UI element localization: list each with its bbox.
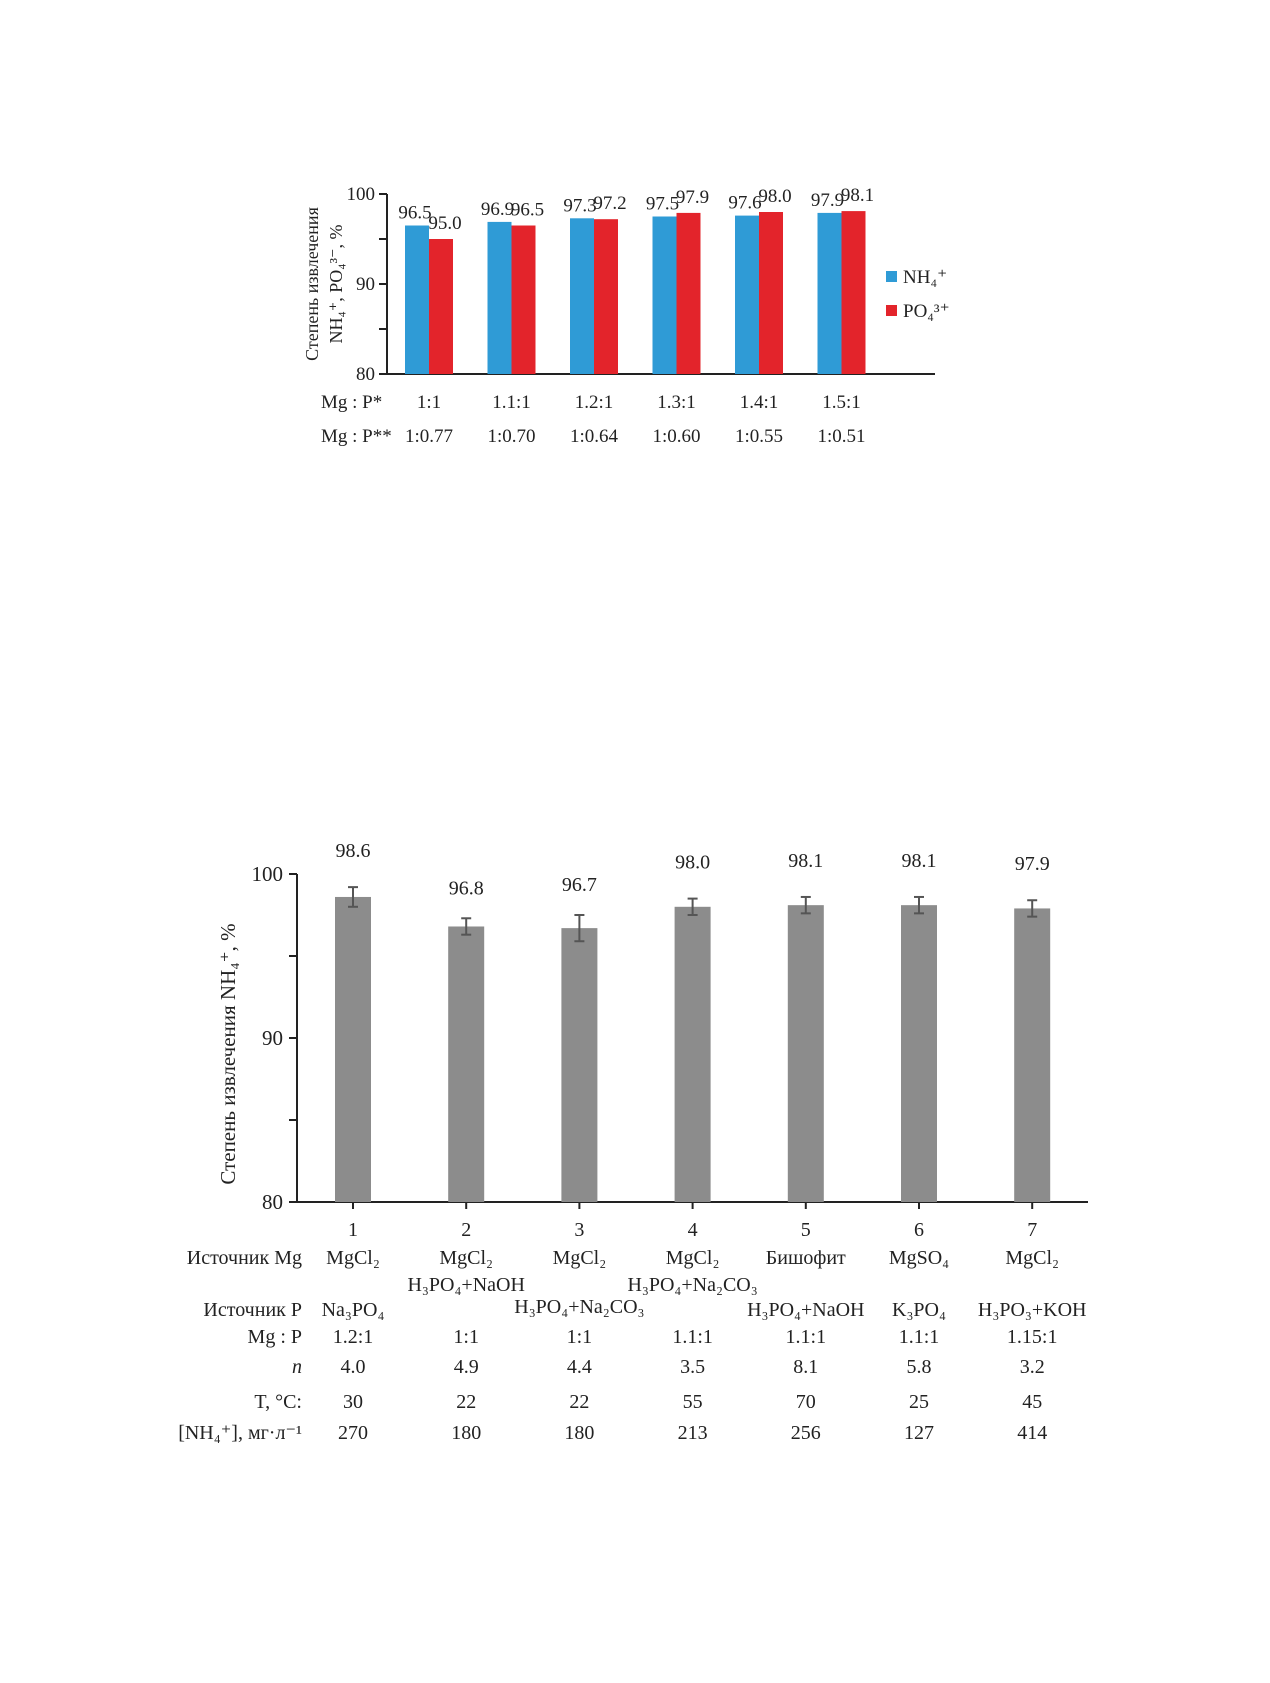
c1-bar-nh4 — [405, 226, 429, 375]
c2-n: 5.8 — [906, 1356, 932, 1378]
c1-bar-nh4 — [570, 218, 594, 374]
c2-ratio: 1.1:1 — [785, 1326, 827, 1348]
c2-category-label: 5 — [800, 1219, 811, 1241]
c2-category-label: 7 — [1027, 1219, 1038, 1241]
c2-t: 70 — [795, 1391, 816, 1413]
c1-value-label: 97.5 — [645, 193, 680, 215]
c1-value-label: 96.5 — [398, 202, 432, 224]
c2-nh4: 180 — [564, 1422, 595, 1444]
chart-1 — [302, 184, 950, 447]
c1-category-label: 1.4:1 — [739, 392, 779, 413]
c1-bar-nh4 — [818, 213, 842, 374]
c2-mg-source: MgCl₂ — [665, 1247, 720, 1269]
c2-value-label: 98.0 — [675, 851, 711, 874]
c2-ytick-label: 80 — [262, 1190, 283, 1214]
c2-ytick-label: 100 — [251, 862, 283, 886]
c2-value-label: 96.7 — [561, 874, 597, 896]
c2-t: 45 — [1022, 1391, 1043, 1413]
c2-p-source: H₃PO₃+KOH — [977, 1299, 1087, 1321]
c1-bar-po4 — [677, 213, 701, 374]
c2-bar — [448, 926, 484, 1202]
c1-legend — [886, 267, 950, 322]
c2-p-source: H₃PO₄+Na₂CO₃ — [627, 1274, 758, 1296]
c2-ratio: 1.15:1 — [1006, 1326, 1058, 1348]
c2-n: 3.5 — [680, 1356, 706, 1378]
c2-category-label: 6 — [914, 1219, 924, 1241]
c2-ratio: 1:1 — [453, 1326, 479, 1348]
c1-row2-label: Mg : P** — [321, 426, 392, 447]
c1-legend-swatch-po4 — [886, 305, 897, 316]
c1-legend-swatch-nh4 — [886, 271, 897, 282]
c1-value-label: 97.3 — [563, 195, 597, 217]
c2-ytick-label: 90 — [262, 1026, 283, 1050]
c1-bar-nh4 — [735, 216, 759, 374]
c2-bar — [561, 928, 597, 1202]
c2-value-label: 98.1 — [901, 849, 937, 872]
c2-bar — [1014, 908, 1050, 1202]
c1-bar-po4 — [429, 239, 453, 374]
c1-category-label: 1.3:1 — [657, 392, 696, 413]
c2-mg-source: MgCl₂ — [326, 1247, 380, 1269]
c2-p-source: H₃PO₄+NaOH — [407, 1274, 525, 1296]
c1-row2-value: 1:0.60 — [652, 426, 701, 447]
c2-category-label: 3 — [574, 1219, 585, 1241]
c2-ratio: 1.1:1 — [898, 1326, 940, 1348]
c2-value-label: 98.1 — [788, 849, 824, 872]
c1-ylabel-line2: NH₄⁺, PO₄³⁻, % — [326, 224, 346, 344]
c2-value-label: 98.6 — [335, 840, 371, 863]
c2-p-source: H₃PO₄+Na₂CO₃ — [514, 1296, 645, 1318]
c1-value-label: 98.1 — [840, 185, 875, 207]
c2-bar — [675, 907, 711, 1202]
c2-row-label-t: T, °C: — [254, 1391, 302, 1413]
c2-category-label: 1 — [348, 1219, 358, 1241]
c2-nh4: 270 — [338, 1422, 368, 1444]
c2-row-label-n: n — [292, 1356, 302, 1378]
c2-row-label-p-source: Источник P — [203, 1299, 302, 1321]
c2-category-label: 4 — [687, 1219, 698, 1241]
c1-bar-po4 — [842, 211, 866, 374]
c2-p-source: K₃PO₄ — [892, 1299, 946, 1321]
c1-row2-value: 1:0.64 — [569, 426, 619, 447]
c2-mg-source: Бишофит — [765, 1247, 846, 1269]
c1-ytick-label: 100 — [346, 184, 375, 205]
c1-category-label: 1.5:1 — [822, 392, 861, 413]
c2-row-label-mg-source: Источник Mg — [186, 1247, 302, 1269]
c1-ylabel-line1: Степень извлечения — [302, 207, 322, 361]
c2-nh4: 256 — [790, 1422, 821, 1444]
c2-bar — [335, 897, 371, 1202]
c2-nh4: 180 — [451, 1422, 482, 1444]
c1-value-label: 96.9 — [480, 198, 515, 220]
c1-value-label: 95.0 — [428, 213, 462, 234]
c2-n: 3.2 — [1019, 1356, 1045, 1378]
c2-t: 22 — [569, 1391, 590, 1413]
c2-ylabel: Степень извлечения NH₄⁺, % — [216, 923, 240, 1185]
c2-mg-source: MgCl₂ — [439, 1247, 494, 1269]
c1-value-label: 97.6 — [728, 192, 762, 214]
c2-value-label: 96.8 — [448, 877, 484, 900]
c2-bar — [788, 905, 824, 1202]
c2-n: 4.4 — [566, 1356, 592, 1378]
c1-category-label: 1.2:1 — [574, 392, 614, 413]
c1-ytick-label: 90 — [356, 274, 375, 295]
c1-row2-value: 1:0.77 — [404, 426, 454, 447]
c1-value-label: 98.0 — [758, 186, 792, 207]
c2-n: 4.9 — [453, 1356, 479, 1378]
c1-bar-po4 — [594, 219, 618, 374]
c2-nh4: 127 — [904, 1422, 934, 1444]
c2-category-label: 2 — [461, 1219, 472, 1241]
c2-row-label-ratio: Mg : P — [247, 1326, 302, 1348]
c2-p-source: H₃PO₄+NaOH — [747, 1299, 865, 1321]
c1-bar-nh4 — [653, 217, 677, 375]
c2-value-label: 97.9 — [1014, 853, 1050, 876]
c2-mg-source: MgCl₂ — [552, 1247, 607, 1269]
c1-ytick-label: 80 — [356, 364, 375, 385]
c1-value-label: 97.9 — [675, 186, 710, 208]
chart-2 — [178, 840, 1088, 1444]
c2-t: 25 — [909, 1391, 929, 1413]
c2-ratio: 1:1 — [566, 1326, 593, 1348]
c1-row2-value: 1:0.55 — [734, 426, 784, 447]
c2-n: 4.0 — [340, 1356, 366, 1378]
c1-row2-value: 1:0.51 — [817, 426, 866, 447]
c1-value-label: 97.2 — [593, 193, 627, 215]
c1-legend-label-nh4: NH₄⁺ — [903, 267, 948, 288]
c2-ratio: 1.1:1 — [672, 1326, 713, 1348]
c1-legend-label-po4: PO₄³⁺ — [903, 301, 950, 322]
c2-mg-source: MgCl₂ — [1005, 1247, 1060, 1269]
c2-mg-source: MgSO₄ — [888, 1247, 950, 1269]
c1-value-label: 97.9 — [810, 189, 845, 211]
c2-row-label-nh4: [NH₄⁺], мг·л⁻¹ — [178, 1422, 302, 1444]
c2-t: 55 — [682, 1391, 703, 1413]
c1-bar-po4 — [512, 226, 536, 375]
c2-nh4: 414 — [1017, 1422, 1048, 1444]
c1-bar-nh4 — [488, 222, 512, 374]
c1-category-label: 1:1 — [416, 392, 442, 413]
c2-n: 8.1 — [793, 1356, 819, 1378]
c1-value-label: 96.5 — [510, 199, 545, 221]
c1-row2-value: 1:0.70 — [487, 426, 536, 447]
c2-bar — [901, 905, 937, 1202]
c1-row1-label: Mg : P* — [321, 392, 383, 413]
c1-bar-po4 — [759, 212, 783, 374]
c2-nh4: 213 — [677, 1422, 708, 1444]
c2-ratio: 1.2:1 — [332, 1326, 374, 1348]
c1-category-label: 1.1:1 — [492, 392, 531, 413]
c2-t: 22 — [456, 1391, 477, 1413]
c2-p-source: Na₃PO₄ — [321, 1299, 385, 1321]
c2-t: 30 — [343, 1391, 363, 1413]
